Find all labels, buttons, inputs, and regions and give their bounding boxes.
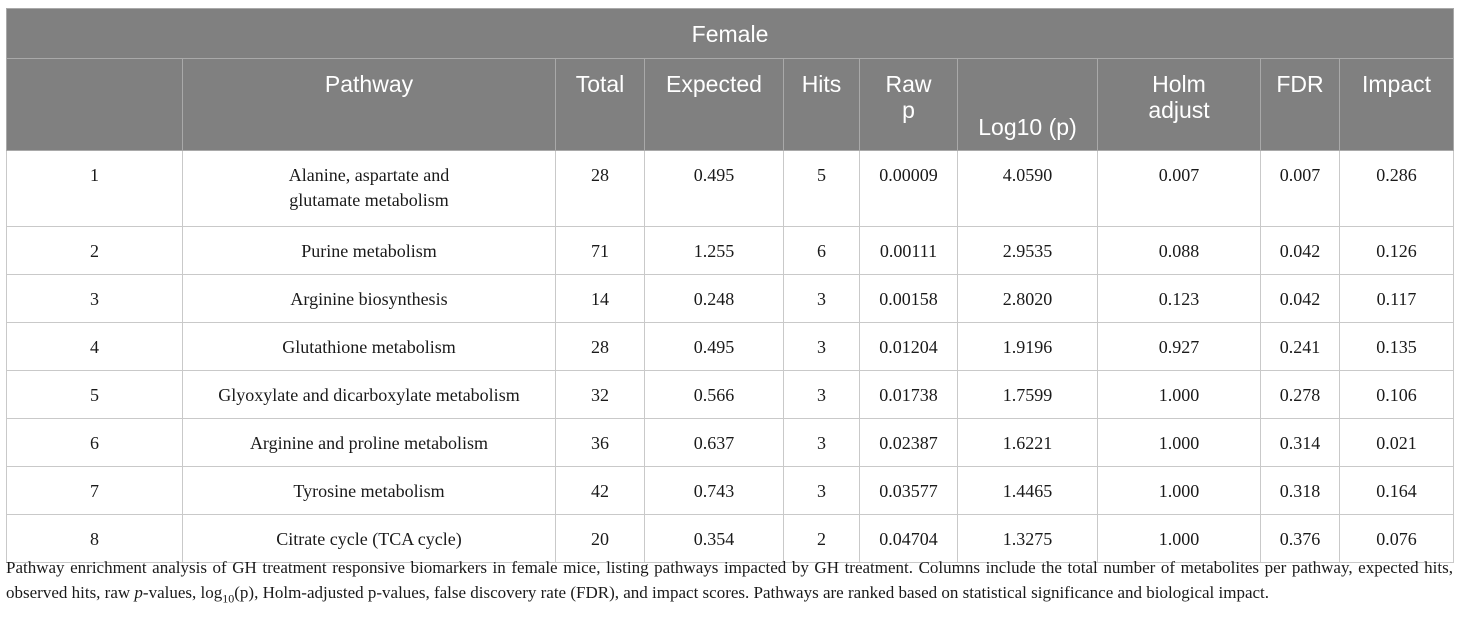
- table-row: [7, 323, 1454, 371]
- cell-impact: 0.021: [1340, 419, 1454, 467]
- cell-holm-adjust: 0.123: [1098, 275, 1261, 323]
- cell-raw-p: 0.00009: [860, 151, 958, 227]
- table-row: [7, 275, 1454, 323]
- cell-rank: 7: [7, 467, 183, 515]
- table-row: [7, 371, 1454, 419]
- cell-log10p: 2.9535: [958, 227, 1098, 275]
- cell-pathway: Citrate cycle (TCA cycle): [183, 515, 556, 563]
- cell-fdr: 0.007: [1261, 151, 1340, 227]
- cell-rank: 8: [7, 515, 183, 563]
- cell-fdr: 0.314: [1261, 419, 1340, 467]
- cell-rank: 2: [7, 227, 183, 275]
- cell-raw-p: 0.00111: [860, 227, 958, 275]
- cell-log10p: 1.6221: [958, 419, 1098, 467]
- cell-expected: 0.637: [645, 419, 784, 467]
- table-row: [7, 151, 1454, 227]
- cell-total: 32: [556, 371, 645, 419]
- table-row: [7, 467, 1454, 515]
- cell-holm-adjust: 1.000: [1098, 467, 1261, 515]
- cell-log10p: 2.8020: [958, 275, 1098, 323]
- cell-fdr: 0.318: [1261, 467, 1340, 515]
- cell-raw-p: 0.01204: [860, 323, 958, 371]
- cell-rank: 1: [7, 151, 183, 227]
- cell-rank: 4: [7, 323, 183, 371]
- cell-hits: 6: [784, 227, 860, 275]
- cell-hits: 5: [784, 151, 860, 227]
- cell-total: 20: [556, 515, 645, 563]
- cell-expected: 0.495: [645, 151, 784, 227]
- cell-holm-adjust: 0.088: [1098, 227, 1261, 275]
- caption-text-2: -values, log: [142, 583, 223, 602]
- cell-expected: 0.566: [645, 371, 784, 419]
- cell-fdr: 0.042: [1261, 227, 1340, 275]
- col-header-raw-p: Raw p: [860, 59, 958, 151]
- caption-text-3: (p), Holm-adjusted p-values, false discovery rate (FDR), and impact scores. Pathways are ranked based on statistical significance and biological impact.: [234, 583, 1270, 602]
- cell-pathway: Tyrosine metabolism: [183, 467, 556, 515]
- cell-log10p: 1.7599: [958, 371, 1098, 419]
- cell-pathway: Arginine and proline metabolism: [183, 419, 556, 467]
- caption-subscript: 10: [222, 591, 235, 606]
- cell-raw-p: 0.00158: [860, 275, 958, 323]
- cell-total: 71: [556, 227, 645, 275]
- table-body: [7, 151, 1454, 563]
- cell-expected: 0.495: [645, 323, 784, 371]
- cell-total: 14: [556, 275, 645, 323]
- cell-fdr: 0.042: [1261, 275, 1340, 323]
- col-header-hits: Hits: [784, 59, 860, 151]
- cell-total: 28: [556, 151, 645, 227]
- cell-hits: 3: [784, 323, 860, 371]
- cell-fdr: 0.241: [1261, 323, 1340, 371]
- cell-impact: 0.117: [1340, 275, 1454, 323]
- cell-log10p: 1.4465: [958, 467, 1098, 515]
- cell-log10p: 1.3275: [958, 515, 1098, 563]
- cell-fdr: 0.376: [1261, 515, 1340, 563]
- cell-pathway: Glutathione metabolism: [183, 323, 556, 371]
- cell-pathway: Purine metabolism: [183, 227, 556, 275]
- cell-hits: 3: [784, 467, 860, 515]
- cell-holm-adjust: 0.007: [1098, 151, 1261, 227]
- cell-impact: 0.286: [1340, 151, 1454, 227]
- cell-impact: 0.135: [1340, 323, 1454, 371]
- cell-raw-p: 0.03577: [860, 467, 958, 515]
- cell-expected: 0.354: [645, 515, 784, 563]
- col-header-log10p: Log10 (p): [958, 59, 1098, 151]
- cell-rank: 3: [7, 275, 183, 323]
- col-header-fdr: FDR: [1261, 59, 1340, 151]
- cell-impact: 0.164: [1340, 467, 1454, 515]
- cell-total: 28: [556, 323, 645, 371]
- cell-holm-adjust: 1.000: [1098, 371, 1261, 419]
- cell-hits: 3: [784, 371, 860, 419]
- col-header-rank: [7, 59, 183, 151]
- cell-hits: 2: [784, 515, 860, 563]
- table-row: [7, 419, 1454, 467]
- cell-holm-adjust: 1.000: [1098, 515, 1261, 563]
- cell-raw-p: 0.02387: [860, 419, 958, 467]
- col-header-holm-adjust: Holm adjust: [1098, 59, 1261, 151]
- table-row: [7, 227, 1454, 275]
- caption-text-1: Pathway enrichment analysis of GH treatment responsive biomarkers in female mice, listing pathways impacted by GH treatment. Columns include the total number of metabolites per pathway, expected hits, observed hits, raw: [6, 558, 1453, 602]
- col-header-impact: Impact: [1340, 59, 1454, 151]
- table-caption: [6, 555, 1453, 605]
- cell-raw-p: 0.04704: [860, 515, 958, 563]
- cell-impact: 0.126: [1340, 227, 1454, 275]
- col-header-pathway: Pathway: [183, 59, 556, 151]
- cell-holm-adjust: 1.000: [1098, 419, 1261, 467]
- cell-total: 42: [556, 467, 645, 515]
- table-container: [6, 8, 1453, 563]
- cell-pathway: Glyoxylate and dicarboxylate metabolism: [183, 371, 556, 419]
- cell-expected: 0.743: [645, 467, 784, 515]
- group-header-female: Female: [7, 9, 1454, 59]
- col-header-total: Total: [556, 59, 645, 151]
- cell-expected: 1.255: [645, 227, 784, 275]
- cell-rank: 6: [7, 419, 183, 467]
- pathway-table: [6, 8, 1454, 563]
- cell-expected: 0.248: [645, 275, 784, 323]
- column-header-row: [7, 59, 1454, 151]
- cell-rank: 5: [7, 371, 183, 419]
- cell-pathway: Alanine, aspartate and glutamate metabolism: [183, 151, 556, 227]
- cell-holm-adjust: 0.927: [1098, 323, 1261, 371]
- cell-log10p: 4.0590: [958, 151, 1098, 227]
- cell-log10p: 1.9196: [958, 323, 1098, 371]
- col-header-expected: Expected: [645, 59, 784, 151]
- cell-impact: 0.106: [1340, 371, 1454, 419]
- cell-impact: 0.076: [1340, 515, 1454, 563]
- cell-hits: 3: [784, 275, 860, 323]
- cell-fdr: 0.278: [1261, 371, 1340, 419]
- cell-pathway: Arginine biosynthesis: [183, 275, 556, 323]
- caption-p-italic: p: [134, 583, 143, 602]
- cell-total: 36: [556, 419, 645, 467]
- cell-raw-p: 0.01738: [860, 371, 958, 419]
- cell-hits: 3: [784, 419, 860, 467]
